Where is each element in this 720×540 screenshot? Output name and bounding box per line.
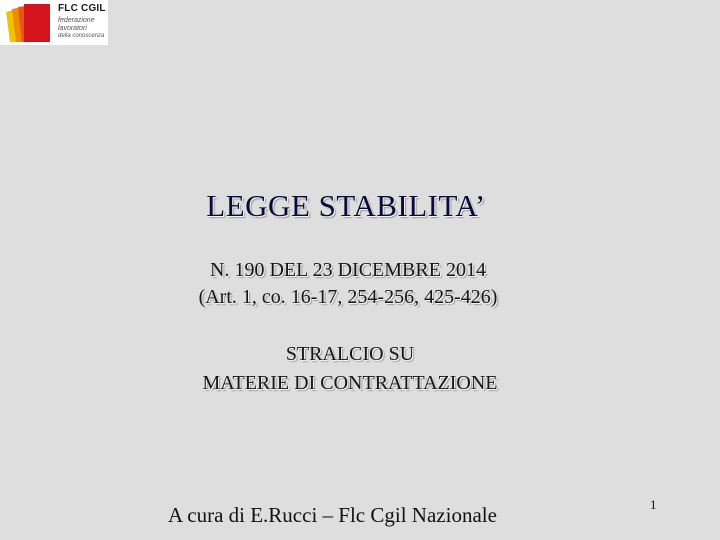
- flc-cgil-logo: [0, 0, 108, 45]
- logo-brand-text: FLC CGIL: [58, 3, 106, 14]
- logo-tagline-2: lavoratori: [58, 25, 87, 32]
- logo-tagline-1: federazione: [58, 17, 95, 24]
- topic-line-2: MATERIE DI CONTRATTAZIONE: [202, 372, 498, 394]
- slide-title: LEGGE STABILITA’: [206, 188, 486, 223]
- author-footer: A cura di E.Rucci – Flc Cgil Nazionale: [168, 503, 497, 527]
- law-reference-line-2: (Art. 1, co. 16-17, 254-256, 425-426): [198, 286, 498, 308]
- flc-cgil-logo-icon: [2, 2, 54, 43]
- logo-tagline-3: della conoscenza: [58, 33, 105, 39]
- law-reference-line-1: N. 190 DEL 23 DICEMBRE 2014: [210, 259, 486, 281]
- topic-line-1: STRALCIO SU: [285, 343, 415, 365]
- page-number: 1: [650, 497, 657, 512]
